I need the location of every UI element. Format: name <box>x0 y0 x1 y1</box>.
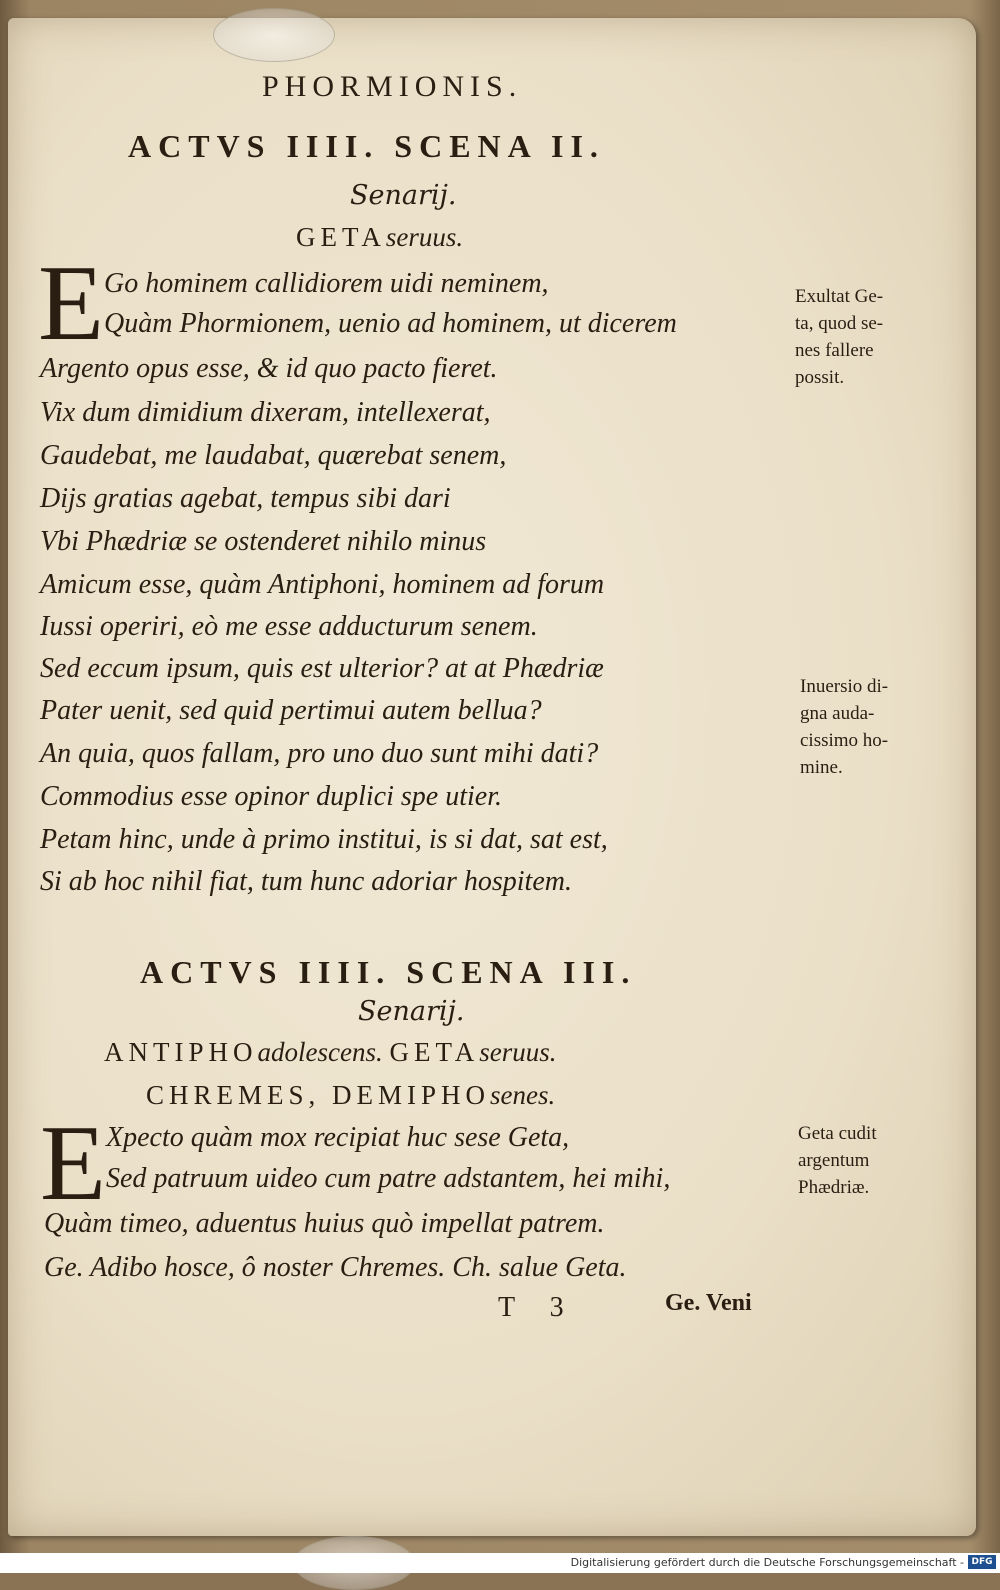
marginal-note: Inuersio di- gna auda- cissimo ho- mine. <box>800 676 889 778</box>
verse-line: Dijs gratias agebat, tempus sibi dari <box>40 483 451 514</box>
meter-label: Senarij. <box>358 996 465 1027</box>
dramatis-personae <box>296 222 463 253</box>
funding-credit: Digitalisierung gefördert durch die Deutsche Forschungsgemeinschaft - <box>570 1556 964 1569</box>
verse-line: Gaudebat, me laudabat, quærebat senem, <box>40 440 507 471</box>
verse-line: Quàm Phormionem, uenio ad hominem, ut dicerem <box>104 308 677 339</box>
dfg-logo: DFG <box>968 1555 996 1569</box>
meter-label: Senarij. <box>350 180 457 211</box>
verse-line: Si ab hoc nihil fiat, tum hunc adoriar hospitem. <box>40 866 572 897</box>
verse-line: An quia, quos fallam, pro uno duo sunt mihi dati? <box>40 738 599 769</box>
verse-line: Amicum esse, quàm Antiphoni, hominem ad forum <box>40 569 605 600</box>
dramatis-personae: ANTIPHOadolescens. GETAseruus. <box>104 1037 557 1067</box>
verse-line: Iussi operiri, eò me esse adducturum senem. <box>40 611 538 642</box>
marginal-note: Geta cudit argentum Phædriæ. <box>798 1123 877 1198</box>
verse-line: Go hominem callidiorem uidi neminem, <box>104 268 549 299</box>
catchword: Ge. Veni <box>665 1290 752 1316</box>
marginal-note: Exultat Ge- ta, quod se- nes fallere possit. <box>795 286 884 388</box>
verse-line: Xpecto quàm mox recipiat huc sese Geta, <box>106 1122 570 1153</box>
scene-heading: ACTVS IIII. SCENA III. <box>140 954 637 990</box>
verse-line: Pater uenit, sed quid pertimui autem bellua? <box>40 695 542 726</box>
running-head: PHORMIONIS. <box>262 70 523 103</box>
scene-heading: ACTVS IIII. SCENA II. <box>128 128 605 164</box>
persona-role: seruus. <box>385 222 464 252</box>
page-clip-top <box>213 8 335 62</box>
drop-cap: E <box>40 1104 106 1223</box>
verse-line: Quàm timeo, aduentus huius quò impellat patrem. <box>44 1208 605 1239</box>
persona-name: GETA <box>296 222 386 252</box>
verse-line: Commodius esse opinor duplici spe utier. <box>40 781 502 812</box>
verse-line: Argento opus esse, & id quo pacto fieret. <box>40 353 498 384</box>
verse-line: Vix dum dimidium dixeram, intellexerat, <box>40 397 491 428</box>
drop-cap: E <box>38 244 104 363</box>
signature-mark: T 3 <box>498 1292 578 1323</box>
verse-line: Sed patruum uideo cum patre adstantem, hei mihi, <box>106 1163 671 1194</box>
verse-line: Vbi Phædriæ se ostenderet nihilo minus <box>40 526 487 557</box>
verse-line: Ge. Adibo hosce, ô noster Chremes. Ch. salue Geta. <box>44 1252 627 1283</box>
dramatis-personae: CHREMES, DEMIPHOsenes. <box>146 1080 556 1110</box>
verse-line: Petam hinc, unde à primo institui, is si dat, sat est, <box>40 824 608 855</box>
verse-line: Sed eccum ipsum, quis est ulterior? at at Phædriæ <box>40 653 604 684</box>
